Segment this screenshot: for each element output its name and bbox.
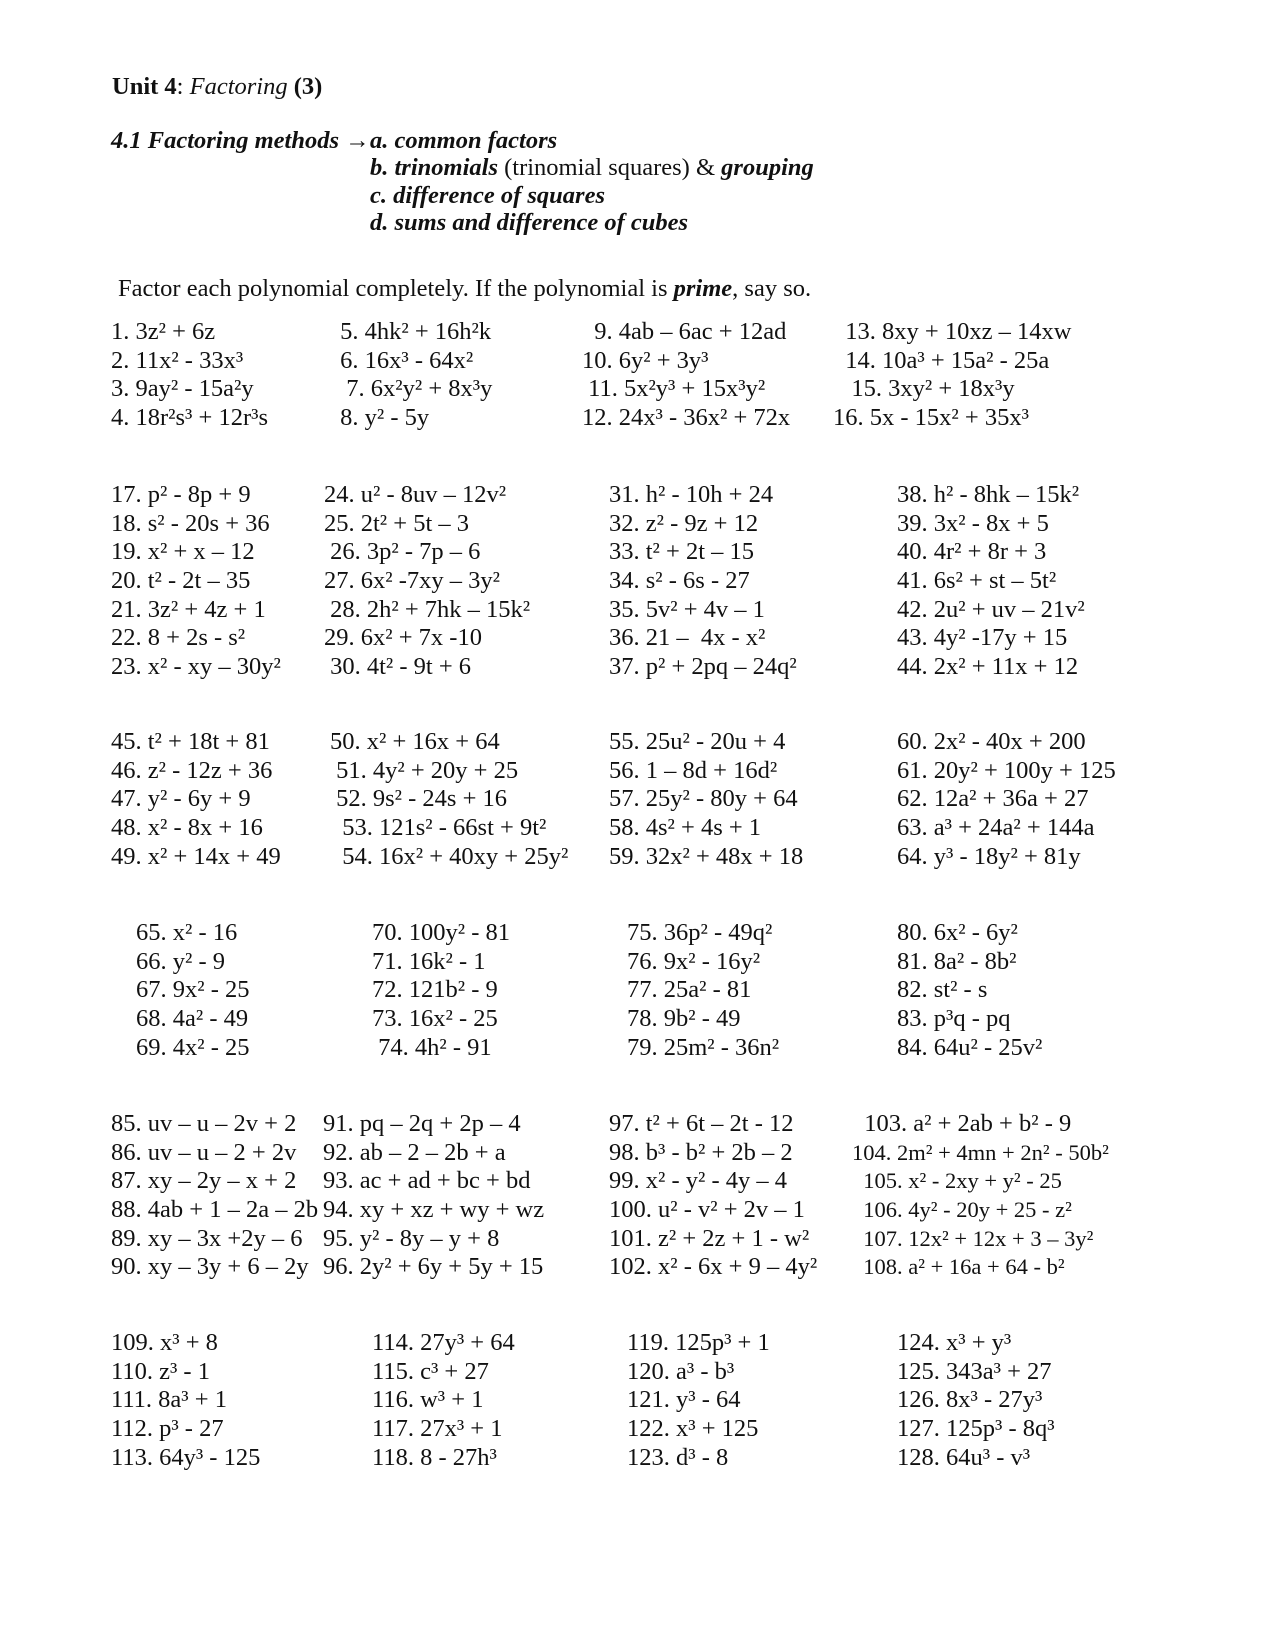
section-title: 4.1 Factoring methods	[111, 127, 340, 154]
problem-item: 18. s² - 20s + 36	[111, 509, 270, 537]
problem-set-1-col-2	[334, 318, 492, 433]
problem-set-4-col-2	[372, 919, 510, 1062]
problem-item: 117. 27x³ + 1	[372, 1415, 503, 1443]
problem-item: 20. t² - 2t – 35	[111, 567, 251, 595]
problem-item: 64. y³ - 18y² + 81y	[897, 842, 1081, 870]
problem-item: 11. 5x²y³ + 15x³y²	[582, 375, 766, 403]
problem-item: 80. 6x² - 6y²	[897, 919, 1018, 946]
problem-item: 93. ac + ad + bc + bd	[323, 1167, 531, 1195]
title-colon: :	[176, 73, 184, 100]
problem-item: 36. 21 – 4x - x²	[609, 624, 766, 652]
problem-item: 35. 5v² + 4v – 1	[609, 595, 765, 623]
problem-item: 111. 8a³ + 1	[111, 1386, 227, 1414]
problem-item: 100. u² - v² + 2v – 1	[609, 1196, 805, 1224]
problem-item: 16. 5x - 15x² + 35x³	[833, 404, 1029, 432]
problem-item: 58. 4s² + 4s + 1	[609, 814, 762, 842]
arrow-icon: →	[345, 127, 370, 154]
problem-item: 66. y² - 9	[136, 947, 226, 975]
problem-item: 121. y³ - 64	[627, 1386, 741, 1414]
problem-item: 124. x³ + y³	[897, 1329, 1012, 1356]
problem-item: 72. 121b² - 9	[372, 976, 498, 1004]
problem-item: 71. 16k² - 1	[372, 947, 486, 975]
problem-item: 70. 100y² - 81	[372, 919, 511, 946]
problem-item: 63. a³ + 24a² + 144a	[897, 814, 1095, 842]
problem-item: 55. 25u² - 20u + 4	[609, 728, 786, 755]
problem-item: 115. c³ + 27	[372, 1357, 489, 1385]
problem-item: 49. x² + 14x + 49	[111, 842, 281, 870]
problem-set-4-col-3	[627, 919, 779, 1062]
problem-set-3-col-2	[330, 728, 568, 871]
problem-set-3-col-1	[111, 728, 281, 871]
problem-item: 74. 4h² - 91	[372, 1033, 492, 1061]
problem-item: 123. d³ - 8	[627, 1443, 729, 1471]
problem-item: 114. 27y³ + 64	[372, 1329, 515, 1356]
problem-item: 39. 3x² - 8x + 5	[897, 509, 1049, 537]
problem-item: 65. x² - 16	[136, 919, 238, 946]
problem-item: 77. 25a² - 81	[627, 976, 752, 1004]
problem-set-3-col-3	[609, 728, 803, 871]
problem-item: 56. 1 – 8d + 16d²	[609, 756, 778, 784]
problem-set-6-col-2	[372, 1329, 515, 1472]
problem-set-2-col-3	[609, 481, 797, 682]
problem-item: 75. 36p² - 49q²	[627, 919, 773, 946]
problem-item: 6. 16x³ - 64x²	[334, 346, 474, 374]
problem-item: 103. a² + 2ab + b² - 9	[852, 1110, 1072, 1137]
problem-item: 101. z² + 2z + 1 - w²	[609, 1224, 810, 1252]
method-b-middle: (trinomial squares) &	[497, 154, 722, 181]
problem-item: 73. 16x² - 25	[372, 1005, 498, 1033]
problem-item: 12. 24x³ - 36x² + 72x	[582, 404, 791, 432]
problem-item: 42. 2u² + uv – 21v²	[897, 595, 1085, 623]
problem-item: 78. 9b² - 49	[627, 1005, 741, 1033]
instructions	[118, 275, 811, 304]
problem-item: 23. x² - xy – 30y²	[111, 653, 281, 681]
problem-item: 61. 20y² + 100y + 125	[897, 756, 1116, 784]
problem-item: 92. ab – 2 – 2b + a	[323, 1138, 506, 1166]
problem-item: 29. 6x² + 7x -10	[324, 624, 482, 652]
problem-item: 84. 64u² - 25v²	[897, 1033, 1043, 1061]
problem-item: 33. t² + 2t – 15	[609, 538, 755, 566]
problem-item: 15. 3xy² + 18x³y	[833, 375, 1015, 403]
problem-item: 125. 343a³ + 27	[897, 1357, 1052, 1385]
problem-item: 81. 8a² - 8b²	[897, 947, 1017, 975]
problem-item: 83. p³q - pq	[897, 1005, 1011, 1033]
problem-item: 25. 2t² + 5t – 3	[324, 509, 470, 537]
problem-item: 59. 32x² + 48x + 18	[609, 842, 804, 870]
problem-item: 5. 4hk² + 16h²k	[334, 318, 492, 345]
problem-item: 32. z² - 9z + 12	[609, 509, 759, 537]
problem-item: 3. 9ay² - 15a²y	[111, 375, 254, 403]
problem-item: 57. 25y² - 80y + 64	[609, 785, 798, 813]
problem-item: 17. p² - 8p + 9	[111, 481, 251, 508]
problem-item: 2. 11x² - 33x³	[111, 346, 244, 374]
page-title	[112, 73, 322, 102]
problem-item: 28. 2h² + 7hk – 15k²	[324, 595, 531, 623]
problem-set-4-col-1	[136, 919, 250, 1062]
method-b-suffix: grouping	[721, 154, 814, 181]
problem-item: 109. x³ + 8	[111, 1329, 218, 1356]
problem-item: 54. 16x² + 40xy + 25y²	[330, 842, 569, 870]
problem-item: 4. 18r²s³ + 12r³s	[111, 404, 268, 432]
problem-item: 110. z³ - 1	[111, 1357, 210, 1385]
problem-item: 62. 12a² + 36a + 27	[897, 785, 1089, 813]
problem-set-5-col-2	[323, 1110, 544, 1282]
problem-item: 24. u² - 8uv – 12v²	[324, 481, 507, 508]
problem-item: 22. 8 + 2s - s²	[111, 624, 246, 652]
problem-set-1-col-4	[833, 318, 1071, 433]
problem-item: 98. b³ - b² + 2b – 2	[609, 1138, 793, 1166]
problem-item: 91. pq – 2q + 2p – 4	[323, 1110, 521, 1137]
problem-item: 88. 4ab + 1 – 2a – 2b	[111, 1196, 319, 1224]
problem-item: 52. 9s² - 24s + 16	[330, 785, 508, 813]
problem-item: 95. y² - 8y – y + 8	[323, 1224, 500, 1252]
problem-item: 69. 4x² - 25	[136, 1033, 250, 1061]
problem-item: 127. 125p³ - 8q³	[897, 1415, 1055, 1443]
problem-item: 116. w³ + 1	[372, 1386, 484, 1414]
problem-item: 40. 4r² + 8r + 3	[897, 538, 1047, 566]
problem-item: 43. 4y² -17y + 15	[897, 624, 1068, 652]
problem-item: 53. 121s² - 66st + 9t²	[330, 814, 547, 842]
instructions-text: Factor each polynomial completely. If the polynomial is	[118, 275, 674, 302]
problem-set-5-col-4	[852, 1110, 1109, 1282]
problem-item: 8. y² - 5y	[334, 404, 430, 432]
method-b-prefix: b. trinomials	[370, 154, 498, 181]
problem-item: 30. 4t² - 9t + 6	[324, 653, 472, 681]
problem-item: 68. 4a² - 49	[136, 1005, 249, 1033]
problem-item: 44. 2x² + 11x + 12	[897, 653, 1079, 681]
problem-item: 104. 2m² + 4mn + 2n² - 50b²	[852, 1139, 1109, 1165]
method-b	[370, 154, 814, 183]
problem-item: 106. 4y² - 20y + 25 - z²	[852, 1197, 1072, 1223]
problem-item: 94. xy + xz + wy + wz	[323, 1196, 545, 1224]
method-a: a. common factors	[370, 127, 558, 154]
problem-set-1-col-1	[111, 318, 268, 433]
problem-item: 21. 3z² + 4z + 1	[111, 595, 266, 623]
problem-set-1-col-3	[582, 318, 790, 433]
problem-item: 113. 64y³ - 125	[111, 1443, 261, 1471]
problem-item: 67. 9x² - 25	[136, 976, 250, 1004]
unit-points: (3)	[293, 73, 323, 100]
problem-item: 26. 3p² - 7p – 6	[324, 538, 481, 566]
problem-set-2-col-4	[897, 481, 1085, 682]
problem-item: 46. z² - 12z + 36	[111, 756, 273, 784]
problem-item: 34. s² - 6s - 27	[609, 567, 750, 595]
problem-item: 14. 10a³ + 15a² - 25a	[833, 346, 1050, 374]
problem-item: 86. uv – u – 2 + 2v	[111, 1138, 297, 1166]
problem-item: 31. h² - 10h + 24	[609, 481, 774, 508]
problem-item: 102. x² - 6x + 9 – 4y²	[609, 1253, 818, 1281]
problem-item: 82. st² - s	[897, 976, 988, 1004]
problem-item: 27. 6x² -7xy – 3y²	[324, 567, 500, 595]
problem-set-5-col-3	[609, 1110, 817, 1282]
instructions-emphasis: prime	[673, 275, 733, 302]
problem-item: 85. uv – u – 2v + 2	[111, 1110, 297, 1137]
problem-item: 1. 3z² + 6z	[111, 318, 216, 345]
problem-item: 19. x² + x – 12	[111, 538, 255, 566]
problem-set-3-col-4	[897, 728, 1116, 871]
unit-topic: Factoring	[189, 73, 288, 100]
problem-set-2-col-1	[111, 481, 281, 682]
problem-item: 120. a³ - b³	[627, 1357, 735, 1385]
problem-item: 37. p² + 2pq – 24q²	[609, 653, 797, 681]
problem-set-5-col-1	[111, 1110, 318, 1282]
method-d: d. sums and difference of cubes	[370, 209, 689, 236]
unit-label: Unit 4	[112, 73, 177, 100]
problem-set-6-col-4	[897, 1329, 1055, 1472]
problem-set-6-col-1	[111, 1329, 260, 1472]
problem-item: 79. 25m² - 36n²	[627, 1033, 780, 1061]
problem-item: 128. 64u³ - v³	[897, 1443, 1031, 1471]
problem-item: 99. x² - y² - 4y – 4	[609, 1167, 788, 1195]
problem-item: 9. 4ab – 6ac + 12ad	[582, 318, 787, 345]
problem-item: 10. 6y² + 3y³	[582, 346, 709, 374]
problem-item: 126. 8x³ - 27y³	[897, 1386, 1043, 1414]
problem-item: 7. 6x²y² + 8x³y	[334, 375, 493, 403]
problem-item: 47. y² - 6y + 9	[111, 785, 251, 813]
problem-item: 118. 8 - 27h³	[372, 1443, 497, 1471]
problem-item: 122. x³ + 125	[627, 1415, 759, 1443]
problem-item: 119. 125p³ + 1	[627, 1329, 770, 1356]
problem-item: 13. 8xy + 10xz – 14xw	[833, 318, 1072, 345]
problem-item: 50. x² + 16x + 64	[330, 728, 500, 755]
problem-item: 97. t² + 6t – 2t - 12	[609, 1110, 794, 1137]
problem-item: 60. 2x² - 40x + 200	[897, 728, 1086, 755]
problem-item: 41. 6s² + st – 5t²	[897, 567, 1057, 595]
instructions-tail: , say so.	[732, 275, 812, 302]
problem-item: 38. h² - 8hk – 15k²	[897, 481, 1080, 508]
problem-item: 76. 9x² - 16y²	[627, 947, 761, 975]
problem-set-6-col-3	[627, 1329, 770, 1472]
problem-item: 89. xy – 3x +2y – 6	[111, 1224, 303, 1252]
problem-item: 108. a² + 16a + 64 - b²	[852, 1254, 1065, 1280]
problem-item: 87. xy – 2y – x + 2	[111, 1167, 297, 1195]
problem-item: 48. x² - 8x + 16	[111, 814, 263, 842]
problem-item: 51. 4y² + 20y + 25	[330, 756, 519, 784]
problem-item: 45. t² + 18t + 81	[111, 728, 270, 755]
section-heading	[111, 127, 370, 156]
problem-item: 90. xy – 3y + 6 – 2y	[111, 1253, 309, 1281]
method-c: c. difference of squares	[370, 182, 605, 209]
problem-item: 105. x² - 2xy + y² - 25	[852, 1168, 1062, 1194]
problem-set-4-col-4	[897, 919, 1042, 1062]
problem-item: 112. p³ - 27	[111, 1415, 224, 1443]
problem-item: 96. 2y² + 6y + 5y + 15	[323, 1253, 544, 1281]
problem-set-2-col-2	[324, 481, 530, 682]
problem-item: 107. 12x² + 12x + 3 – 3y²	[852, 1225, 1094, 1251]
